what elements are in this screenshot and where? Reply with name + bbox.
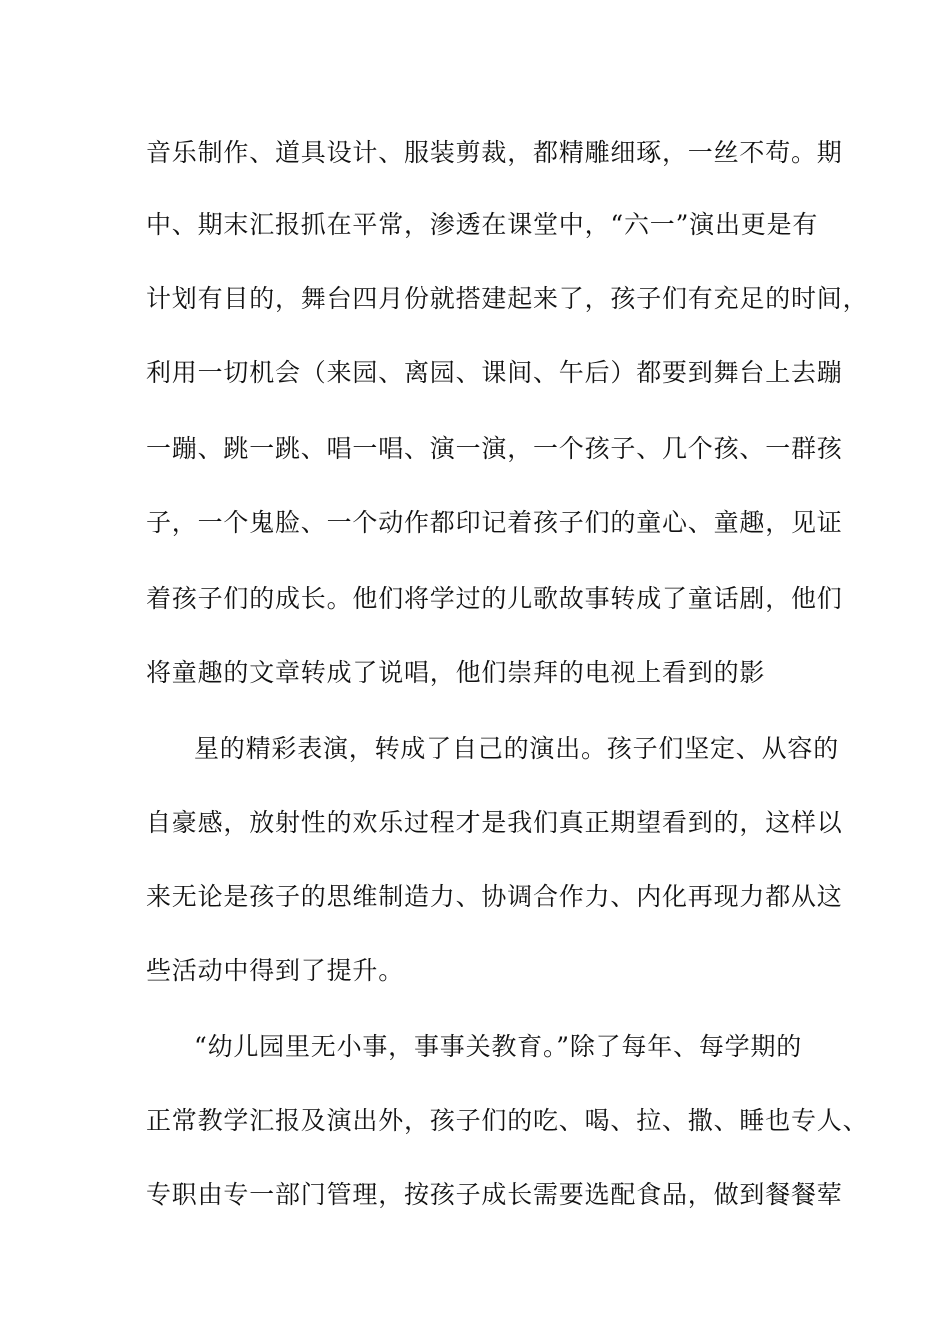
text-line-1: 音乐制作、道具设计、服装剪裁，都精雕细琢，一丝不苟。期 [146,138,843,167]
text-line-2: 中、期末汇报抓在平常，渗透在课堂中，“六一”演出更是有 [146,210,819,239]
text-line-4: 利用一切机会（来园、离园、课间、午后）都要到舞台上去蹦 [146,358,843,387]
text-line-7: 着孩子们的成长。他们将学过的儿歌故事转成了童话剧，他们 [146,584,843,613]
text-line-10: 自豪感，放射性的欢乐过程才是我们真正期望看到的，这样以 [146,808,843,837]
text-line-5: 一蹦、跳一跳、唱一唱、演一演，一个孩子、几个孩、一群孩 [146,434,843,463]
text-line-8: 将童趣的文章转成了说唱，他们崇拜的电视上看到的影 [146,658,766,687]
text-line-3: 计划有目的，舞台四月份就搭建起来了，孩子们有充足的时间， [146,284,869,313]
text-line-15: 专职由专一部门管理，按孩子成长需要选配食品，做到餐餐荤 [146,1180,843,1209]
text-line-6: 子，一个鬼脸、一个动作都印记着孩子们的童心、童趣，见证 [146,508,843,537]
text-line-12: 些活动中得到了提升。 [146,956,405,985]
text-line-9: 星的精彩表演，转成了自己的演出。孩子们坚定、从容的 [194,734,840,763]
text-line-13: “幼儿园里无小事，事事关教育。”除了每年、每学期的 [194,1032,803,1061]
text-line-11: 来无论是孩子的思维制造力、协调合作力、内化再现力都从这 [146,882,843,911]
text-line-14: 正常教学汇报及演出外，孩子们的吃、喝、拉、撒、睡也专人、 [146,1106,869,1135]
